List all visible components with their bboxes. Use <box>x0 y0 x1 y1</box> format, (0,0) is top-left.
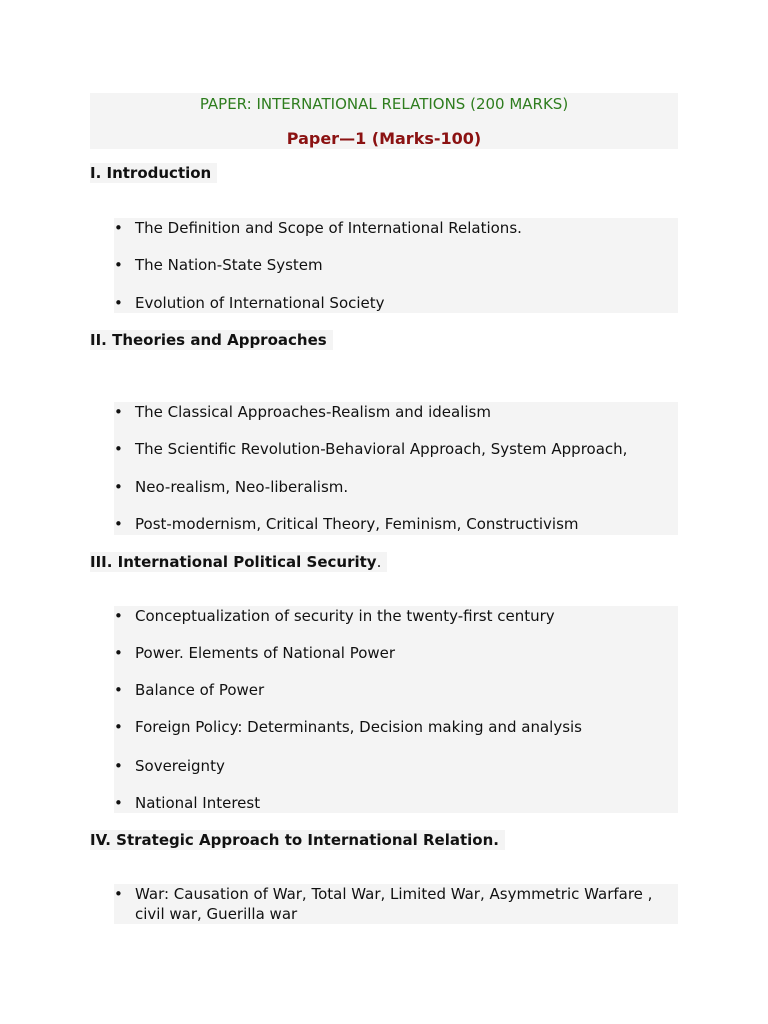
list-item <box>114 884 678 924</box>
list-item-text: Balance of Power <box>135 681 265 699</box>
bullet-icon: • <box>114 294 123 312</box>
list-item-text: The Definition and Scope of International Relations. <box>135 219 522 237</box>
section-heading-tail: . <box>376 553 382 571</box>
list-item-text: The Scientific Revolution-Behavioral Approach, System Approach, <box>135 440 628 458</box>
list-item-text: Conceptualization of security in the twenty-first century <box>135 607 555 625</box>
bullet-icon: • <box>114 478 123 496</box>
list-item-text: Power. Elements of National Power <box>135 644 396 662</box>
bullet-icon: • <box>114 885 123 903</box>
list-item-text: Post-modernism, Critical Theory, Feminism, Constructivism <box>135 515 579 533</box>
list-item-text: National Interest <box>135 794 261 812</box>
section-heading-text: III. International Political Security <box>90 553 377 571</box>
bullet-icon: • <box>114 515 123 533</box>
bullet-icon: • <box>114 440 123 458</box>
list-item-text: Neo-realism, Neo-liberalism. <box>135 478 349 496</box>
bullet-icon: • <box>114 757 123 775</box>
bullet-icon: • <box>114 718 123 736</box>
list-item-text: Evolution of International Society <box>135 294 385 312</box>
bullet-icon: • <box>114 644 123 662</box>
bullet-icon: • <box>114 681 123 699</box>
section-list-introduction <box>114 218 678 313</box>
list-item-text: War: Causation of War, Total War, Limited War, Asymmetric Warfare , civil war, Guerilla war <box>135 885 653 923</box>
section-heading-text: IV. Strategic Approach to International Relation. <box>90 831 499 849</box>
bullet-icon: • <box>114 607 123 625</box>
section-heading-theories <box>90 330 333 350</box>
section-list-political-security <box>114 606 678 813</box>
list-item-text: Sovereignty <box>135 757 225 775</box>
bullet-icon: • <box>114 794 123 812</box>
list-item-text: The Classical Approaches-Realism and idealism <box>135 403 491 421</box>
paper-title-block <box>90 93 678 149</box>
bullet-icon: • <box>114 256 123 274</box>
section-list-theories <box>114 402 678 535</box>
paper-subtitle: Paper—1 (Marks-100) <box>286 129 482 148</box>
section-heading-introduction <box>90 163 217 183</box>
bullet-icon: • <box>114 403 123 421</box>
bullet-icon: • <box>114 219 123 237</box>
list-item-text: The Nation-State System <box>135 256 323 274</box>
section-heading-text: I. Introduction <box>90 164 212 182</box>
section-heading-strategic-approach <box>90 830 505 850</box>
section-heading-text: II. Theories and Approaches <box>90 331 327 349</box>
list-item-text: Foreign Policy: Determinants, Decision making and analysis <box>135 718 582 736</box>
section-list-strategic-approach <box>114 884 678 924</box>
section-heading-political-security <box>90 552 387 572</box>
paper-title: PAPER: INTERNATIONAL RELATIONS (200 MARKS) <box>199 95 569 113</box>
